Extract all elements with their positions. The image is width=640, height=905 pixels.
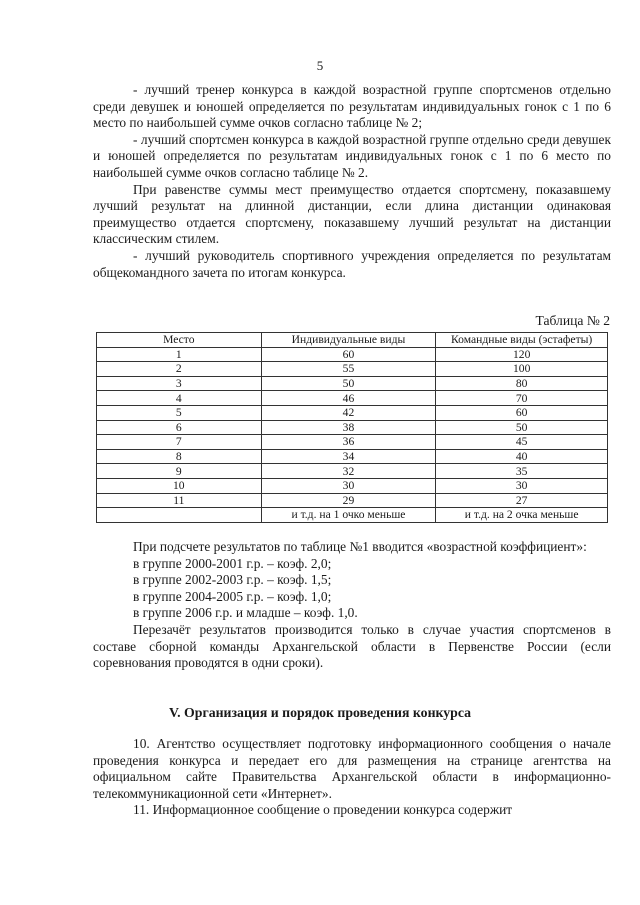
individual-footer-note: и т.д. на 1 очко меньше [261,508,436,523]
coefficient-line: в группе 2002-2003 г.р. – коэф. 1,5; [133,572,332,588]
place-cell: 2 [97,362,262,377]
paragraph-11: 11. Информационное сообщение о проведении конкурса содержит [133,802,513,818]
table-row [97,493,608,508]
team-footer-note: и т.д. на 2 очка меньше [436,508,608,523]
team-points-cell: 120 [436,347,608,362]
page-number: 5 [316,58,324,73]
individual-points-cell: 29 [261,493,436,508]
team-points-cell: 35 [436,464,608,479]
place-cell: 9 [97,464,262,479]
header-team: Командные виды (эстафеты) [436,333,608,348]
coefficient-intro: При подсчете результатов по таблице №1 вводится «возрастной коэффициент»: [133,539,587,554]
header-place: Место [97,333,262,348]
team-points-cell: 27 [436,493,608,508]
team-points-cell: 100 [436,362,608,377]
points-table [96,332,608,523]
place-cell: 10 [97,478,262,493]
team-points-cell: 70 [436,391,608,406]
section-body [93,736,611,819]
paragraph-tie-rule: При равенстве суммы мест преимущество отдается спортсмену, показавшему лучший результат на длинной дистанции, если длина дистанции одинаковая преимущество отдается спортсмену, показавшему лучший результат на дистанции классическим стилем. [93,181,611,247]
coefficient-line: в группе 2006 г.р. и младше – коэф. 1,0. [133,605,358,621]
recount-paragraph: Перезачёт результатов производится только в случае участия спортсменов в составе сборной команды Архангельской области в Первенстве России (если соревнования проводятся в одни сроки). [93,621,611,671]
team-points-cell: 45 [436,435,608,450]
table-row [97,347,608,362]
place-cell: 11 [97,493,262,508]
coefficient-section [93,539,611,672]
coefficient-line: в группе 2004-2005 г.р. – коэф. 1,0; [133,588,332,604]
table-row [97,435,608,450]
intro-text [93,82,611,281]
team-points-cell: 60 [436,405,608,420]
table-row [97,478,608,493]
table-header-row [97,333,608,348]
table-footer-row [97,508,608,523]
place-cell: 1 [97,347,262,362]
individual-points-cell: 36 [261,435,436,450]
individual-points-cell: 60 [261,347,436,362]
footer-empty-cell [97,508,262,523]
individual-points-cell: 42 [261,405,436,420]
header-individual: Индивидуальные виды [261,333,436,348]
table-row [97,376,608,391]
individual-points-cell: 32 [261,464,436,479]
place-cell: 3 [97,376,262,391]
individual-points-cell: 46 [261,391,436,406]
team-points-cell: 30 [436,478,608,493]
place-cell: 5 [97,405,262,420]
team-points-cell: 50 [436,420,608,435]
table-row [97,391,608,406]
individual-points-cell: 38 [261,420,436,435]
table-row [97,420,608,435]
paragraph-best-coach: - лучший тренер конкурса в каждой возрастной группе спортсменов отдельно среди девушек и юношей определяется по результатам индивидуальных гонок с 1 по 6 место по наибольшей сумме очков согласно таблице № 2; [93,82,611,131]
paragraph-best-athlete: - лучший спортсмен конкурса в каждой возрастной группе отдельно среди девушек и юношей определяется по результатам индивидуальных гонок с 1 по 6 место по наибольшей сумме очков согласно таблице № 2. [93,131,611,180]
coefficient-line: в группе 2000-2001 г.р. – коэф. 2,0; [133,555,332,571]
individual-points-cell: 50 [261,376,436,391]
team-points-cell: 40 [436,449,608,464]
place-cell: 6 [97,420,262,435]
team-points-cell: 80 [436,376,608,391]
individual-points-cell: 55 [261,362,436,377]
individual-points-cell: 34 [261,449,436,464]
place-cell: 8 [97,449,262,464]
table-row [97,449,608,464]
section-heading: V. Организация и порядок проведения конкурса [168,705,472,720]
table-row [97,405,608,420]
table-row [97,362,608,377]
place-cell: 7 [97,435,262,450]
place-cell: 4 [97,391,262,406]
table-caption: Таблица № 2 [535,313,610,328]
table-row [97,464,608,479]
paragraph-10: 10. Агентство осуществляет подготовку информационного сообщения о начале проведения конкурса и передает его для размещения на странице агентства на официальном сайте Правительства Архангельской области в информационно-телекоммуникационной сети «Интернет». [93,736,611,801]
individual-points-cell: 30 [261,478,436,493]
paragraph-best-manager: - лучший руководитель спортивного учреждения определяется по результатам общекомандного зачета по итогам конкурса. [93,247,611,280]
